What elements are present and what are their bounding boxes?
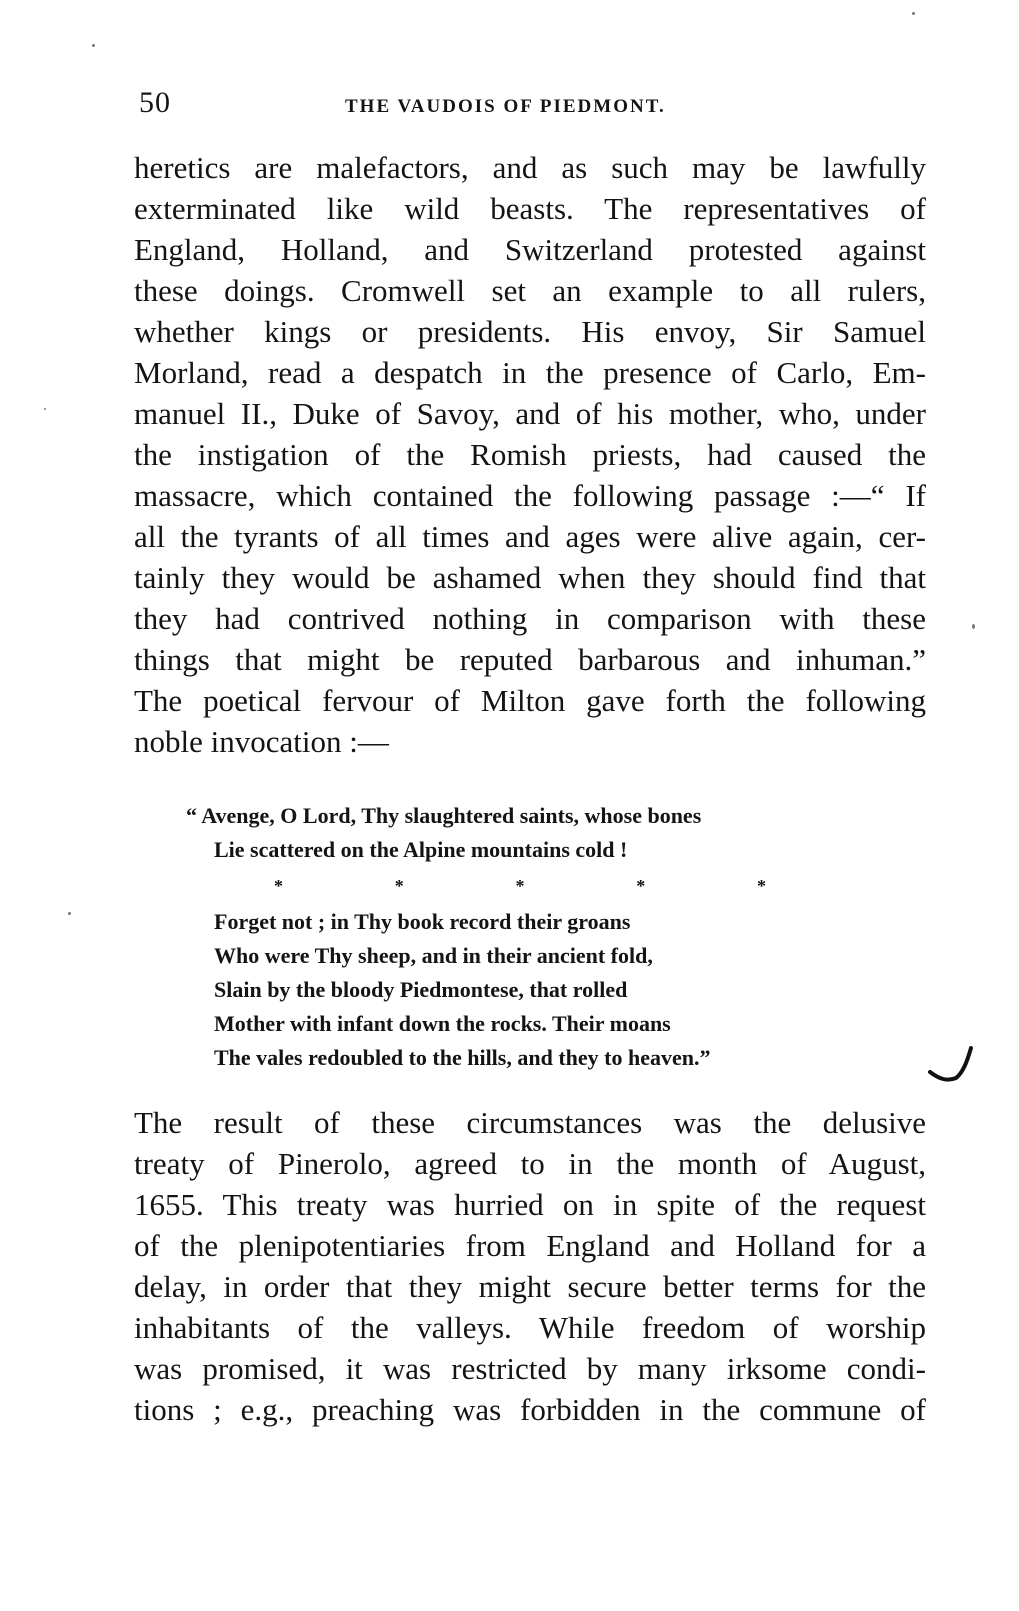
verse-ellipsis-asterisks [274,867,766,905]
page-header [135,86,925,126]
paragraph-two [134,1102,926,1430]
verse-line: Slain by the bloody Piedmontese, that rolled [214,977,628,1002]
text-line: these doings. Cromwell set an example to all rulers, [134,273,926,308]
asterisk: * [515,876,525,896]
text-line: tions ; e.g., preaching was forbidden in the commune of [134,1392,926,1427]
text-line: whether kings or presidents. His envoy, Sir Samuel [134,314,926,349]
paper-speck [68,912,71,915]
asterisk: * [636,876,646,896]
pencil-check-mark-icon [926,1046,976,1086]
text-line: tainly they would be ashamed when they should find that [134,560,926,595]
paper-speck [92,44,95,47]
milton-verse-quotation [186,799,876,1075]
verse-line: Mother with infant down the rocks. Their moans [214,1011,671,1036]
asterisk: * [274,876,283,896]
text-line: they had contrived nothing in comparison with these [134,601,926,636]
text-line: inhabitants of the valleys. While freedom of worship [134,1310,926,1345]
verse-line: Forget not ; in Thy book record their groans [214,909,631,934]
verse-line: “ Avenge, O Lord, Thy slaughtered saints, whose bones [186,803,702,828]
paper-speck [912,12,915,15]
text-line: was promised, it was restricted by many irksome condi- [134,1351,926,1386]
text-line: The poetical fervour of Milton gave forth the following [134,683,926,718]
text-line: heretics are malefactors, and as such may be lawfully [134,150,926,185]
text-line: noble invocation :— [134,724,389,759]
text-line: the instigation of the Romish priests, had caused the [134,437,926,472]
running-title: THE VAUDOIS OF PIEDMONT. [345,96,666,117]
text-line: delay, in order that they might secure better terms for the [134,1269,926,1304]
text-line: 1655. This treaty was hurried on in spite of the request [134,1187,926,1222]
text-line: things that might be reputed barbarous and inhuman.” [134,642,926,677]
text-line: exterminated like wild beasts. The representatives of [134,191,926,226]
text-line: manuel II., Duke of Savoy, and of his mother, who, under [134,396,926,431]
text-line: treaty of Pinerolo, agreed to in the month of August, [134,1146,926,1181]
text-line: England, Holland, and Switzerland protested against [134,232,926,267]
text-line: all the tyrants of all times and ages were alive again, cer- [134,519,926,554]
asterisk: * [757,876,766,896]
verse-line: Who were Thy sheep, and in their ancient fold, [214,943,653,968]
paper-speck [44,408,46,410]
text-line: Morland, read a despatch in the presence of Carlo, Em- [134,355,926,390]
text-line: massacre, which contained the following passage :—“ If [134,478,926,513]
paragraph-one [134,147,926,762]
paper-speck [972,624,975,629]
page-number: 50 [139,86,171,119]
asterisk: * [394,876,404,896]
verse-line: Lie scattered on the Alpine mountains cold ! [214,837,628,862]
verse-line: The vales redoubled to the hills, and they to heaven.” [214,1045,711,1070]
text-line: The result of these circumstances was the delusive [134,1105,926,1140]
text-line: of the plenipotentiaries from England and Holland for a [134,1228,926,1263]
